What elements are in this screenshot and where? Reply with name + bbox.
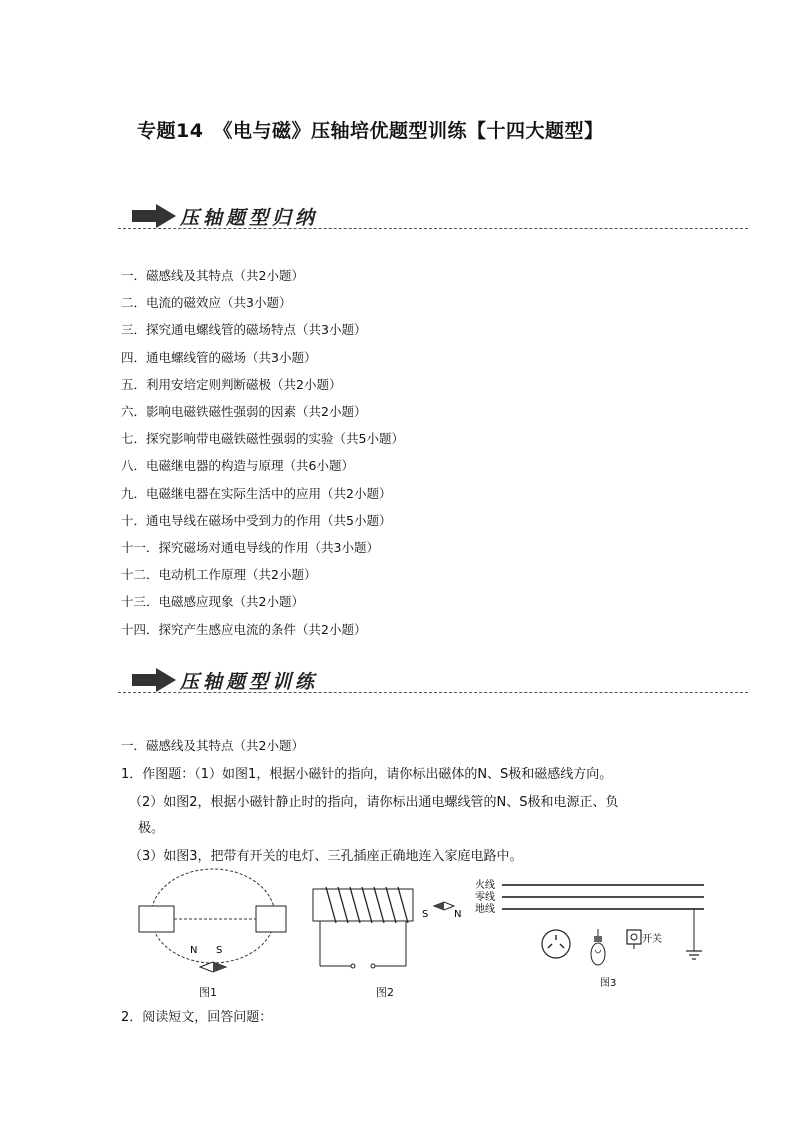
figure-3-household-circuit bbox=[470, 876, 710, 980]
figure-2-solenoid bbox=[308, 884, 468, 974]
dashed-divider bbox=[118, 692, 748, 693]
needle-s-label: S bbox=[422, 909, 429, 920]
toc-item: 七．探究影响带电磁铁磁性强弱的实验（共5小题） bbox=[121, 431, 404, 447]
table-of-contents bbox=[121, 262, 404, 643]
question-text: 1．作图题：（1）如图1，根据小磁针的指向，请你标出磁体的N、S极和磁感线方向。 bbox=[121, 767, 613, 782]
toc-item: 三．探究通电螺线管的磁场特点（共3小题） bbox=[121, 322, 367, 338]
question-text: （3）如图3，把带有开关的电灯、三孔插座正确地连入家庭电路中。 bbox=[129, 849, 523, 864]
needle-n-label: N bbox=[454, 909, 462, 920]
dashed-divider bbox=[118, 228, 748, 229]
question-text: 2．阅读短文，回答问题： bbox=[121, 1010, 273, 1025]
question-heading: 一．磁感线及其特点（共2小题） bbox=[121, 738, 304, 753]
section-header-training bbox=[118, 660, 748, 700]
live-wire-label: 火线 bbox=[475, 880, 495, 891]
section-title: 压轴题型归纳 bbox=[180, 207, 319, 229]
switch-icon bbox=[627, 930, 641, 949]
needle-s-label: S bbox=[216, 945, 223, 956]
ground-wire-label: 地线 bbox=[475, 904, 495, 915]
toc-item: 一．磁感线及其特点（共2小题） bbox=[121, 268, 304, 283]
toc-item: 十三．电磁感应现象（共2小题） bbox=[121, 594, 304, 610]
ground-icon bbox=[686, 909, 702, 959]
figure-1-magnets bbox=[138, 868, 288, 980]
figure-caption: 图3 bbox=[600, 978, 617, 989]
toc-item: 九．电磁继电器在实际生活中的应用（共2小题） bbox=[121, 485, 392, 501]
toc-item: 十．通电导线在磁场中受到力的作用（共5小题） bbox=[121, 512, 392, 528]
needle-n-label: N bbox=[190, 945, 198, 956]
toc-item: 五．利用安培定则判断磁极（共2小题） bbox=[121, 376, 342, 392]
toc-item: 四．通电螺线管的磁场（共3小题） bbox=[121, 349, 317, 365]
question-text: （2）如图2，根据小磁针静止时的指向，请你标出通电螺线管的N、S极和电源正、负 bbox=[129, 795, 619, 810]
figure-caption: 图2 bbox=[376, 986, 394, 999]
light-bulb-icon bbox=[591, 929, 605, 965]
toc-item: 六．影响电磁铁磁性强弱的因素（共2小题） bbox=[121, 404, 367, 420]
arrow-right-icon bbox=[132, 668, 176, 692]
section-header-summary bbox=[118, 196, 748, 236]
figure-caption: 图1 bbox=[199, 986, 217, 999]
toc-item: 八．电磁继电器的构造与原理（共6小题） bbox=[121, 458, 354, 474]
toc-item: 十一．探究磁场对通电导线的作用（共3小题） bbox=[121, 540, 379, 556]
arrow-right-icon bbox=[132, 204, 176, 228]
toc-item: 十四．探究产生感应电流的条件（共2小题） bbox=[121, 621, 367, 637]
document-title: 专题14 《电与磁》压轴培优题型训练【十四大题型】 bbox=[137, 120, 604, 142]
switch-label: 开关 bbox=[642, 934, 662, 945]
section-title: 压轴题型训练 bbox=[180, 671, 319, 693]
toc-item: 十二．电动机工作原理（共2小题） bbox=[121, 567, 317, 583]
toc-item: 二．电流的磁效应（共3小题） bbox=[121, 295, 292, 311]
neutral-wire-label: 零线 bbox=[475, 892, 495, 903]
three-hole-socket-icon bbox=[542, 930, 570, 958]
question-text: 极。 bbox=[138, 821, 165, 836]
